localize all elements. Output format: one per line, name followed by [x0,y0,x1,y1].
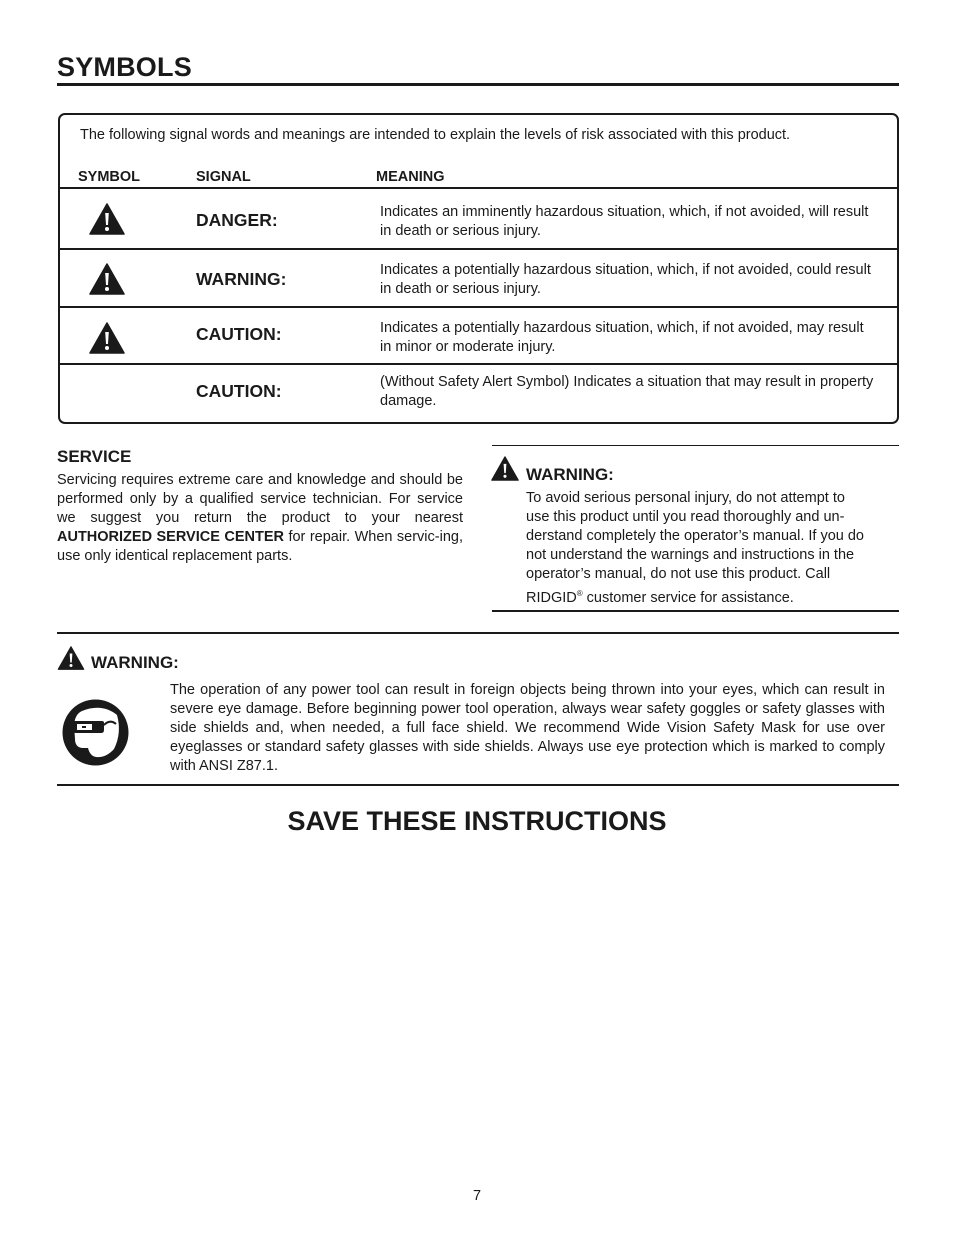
service-warning-end: customer service for assistance. [582,589,794,606]
eye-warning-text: The operation of any power tool can result in foreign objects being thrown into your eyes, which can result in severe eye damage. Before beginning power tool operation, always wear safety goggles or safety glasses with side shields and, when needed, a full face shield. We recommend Wide Vision Safety Mask for use over eyeglasses or standard safety glasses with side shields. Always use eye protection which is marked to comply with ANSI Z87.1. [170,682,885,774]
page-title: SYMBOLS [57,52,192,82]
warning-box-top-rule [492,445,899,446]
eye-warning-bottom-rule [57,784,899,786]
signal-meaning: (Without Safety Alert Symbol) Indicates a situation that may result in property damage. [380,374,874,409]
safety-alert-icon [57,646,85,670]
safety-alert-icon [89,263,125,295]
signal-word: CAUTION: [196,381,282,401]
safety-alert-icon [89,203,125,235]
signal-meaning: Indicates a potentially hazardous situation, which, if not avoided, could result in death or serious injury. [380,262,871,297]
signal-word: WARNING: [196,269,287,289]
service-text-end: for repair. When servic-ing, use only identical replacement parts. [57,529,463,564]
registered-mark: ® [576,589,583,598]
column-header-symbol: SYMBOL [78,169,141,185]
signal-word: CAUTION: [196,324,282,344]
warning-heading: WARNING: [526,465,614,484]
safety-alert-icon [89,322,125,354]
eye-warning-top-rule [57,632,899,634]
symbols-intro: The following signal words and meanings are intended to explain the levels of risk associated with this product. [80,127,791,143]
service-warning-body: To avoid serious personal injury, do not attempt to use this product until you read thoroughly and un-derstand completely the operator’s manual. If you do not understand the warnings and instructions in the operator’s manual, do not use this product. Call [526,490,864,582]
service-text-start: Servicing requires extreme care and knowledge and should be performed only by a qualified service technician. For service we suggest you return the product to your nearest [57,472,463,526]
page-number: 7 [472,1188,482,1204]
brand-name: RIDGID [526,589,577,606]
eye-protection-icon [62,699,129,766]
signal-meaning: Indicates an imminently hazardous situation, which, if not avoided, will result in death or serious injury. [380,204,869,239]
column-header-meaning: MEANING [376,169,445,185]
column-header-signal: SIGNAL [196,169,251,185]
symbols-table [58,113,899,424]
symbol-row-danger [60,187,897,248]
signal-meaning: Indicates a potentially hazardous situation, which, if not avoided, may result in minor or moderate injury. [380,320,864,355]
service-warning-text [526,489,871,608]
safety-alert-icon [491,456,519,481]
service-text [57,471,463,566]
symbol-row-warning [60,248,897,306]
authorized-service-center: AUTHORIZED SERVICE CENTER [57,529,284,545]
save-instructions-heading: SAVE THESE INSTRUCTIONS [287,806,667,836]
title-rule [57,83,899,86]
symbol-row-caution [60,306,897,363]
signal-word: DANGER: [196,210,278,230]
service-heading: SERVICE [57,447,132,466]
eye-warning-heading: WARNING: [91,653,179,672]
warning-box-bottom-rule [492,610,899,612]
symbol-row-caution-property [60,363,897,424]
